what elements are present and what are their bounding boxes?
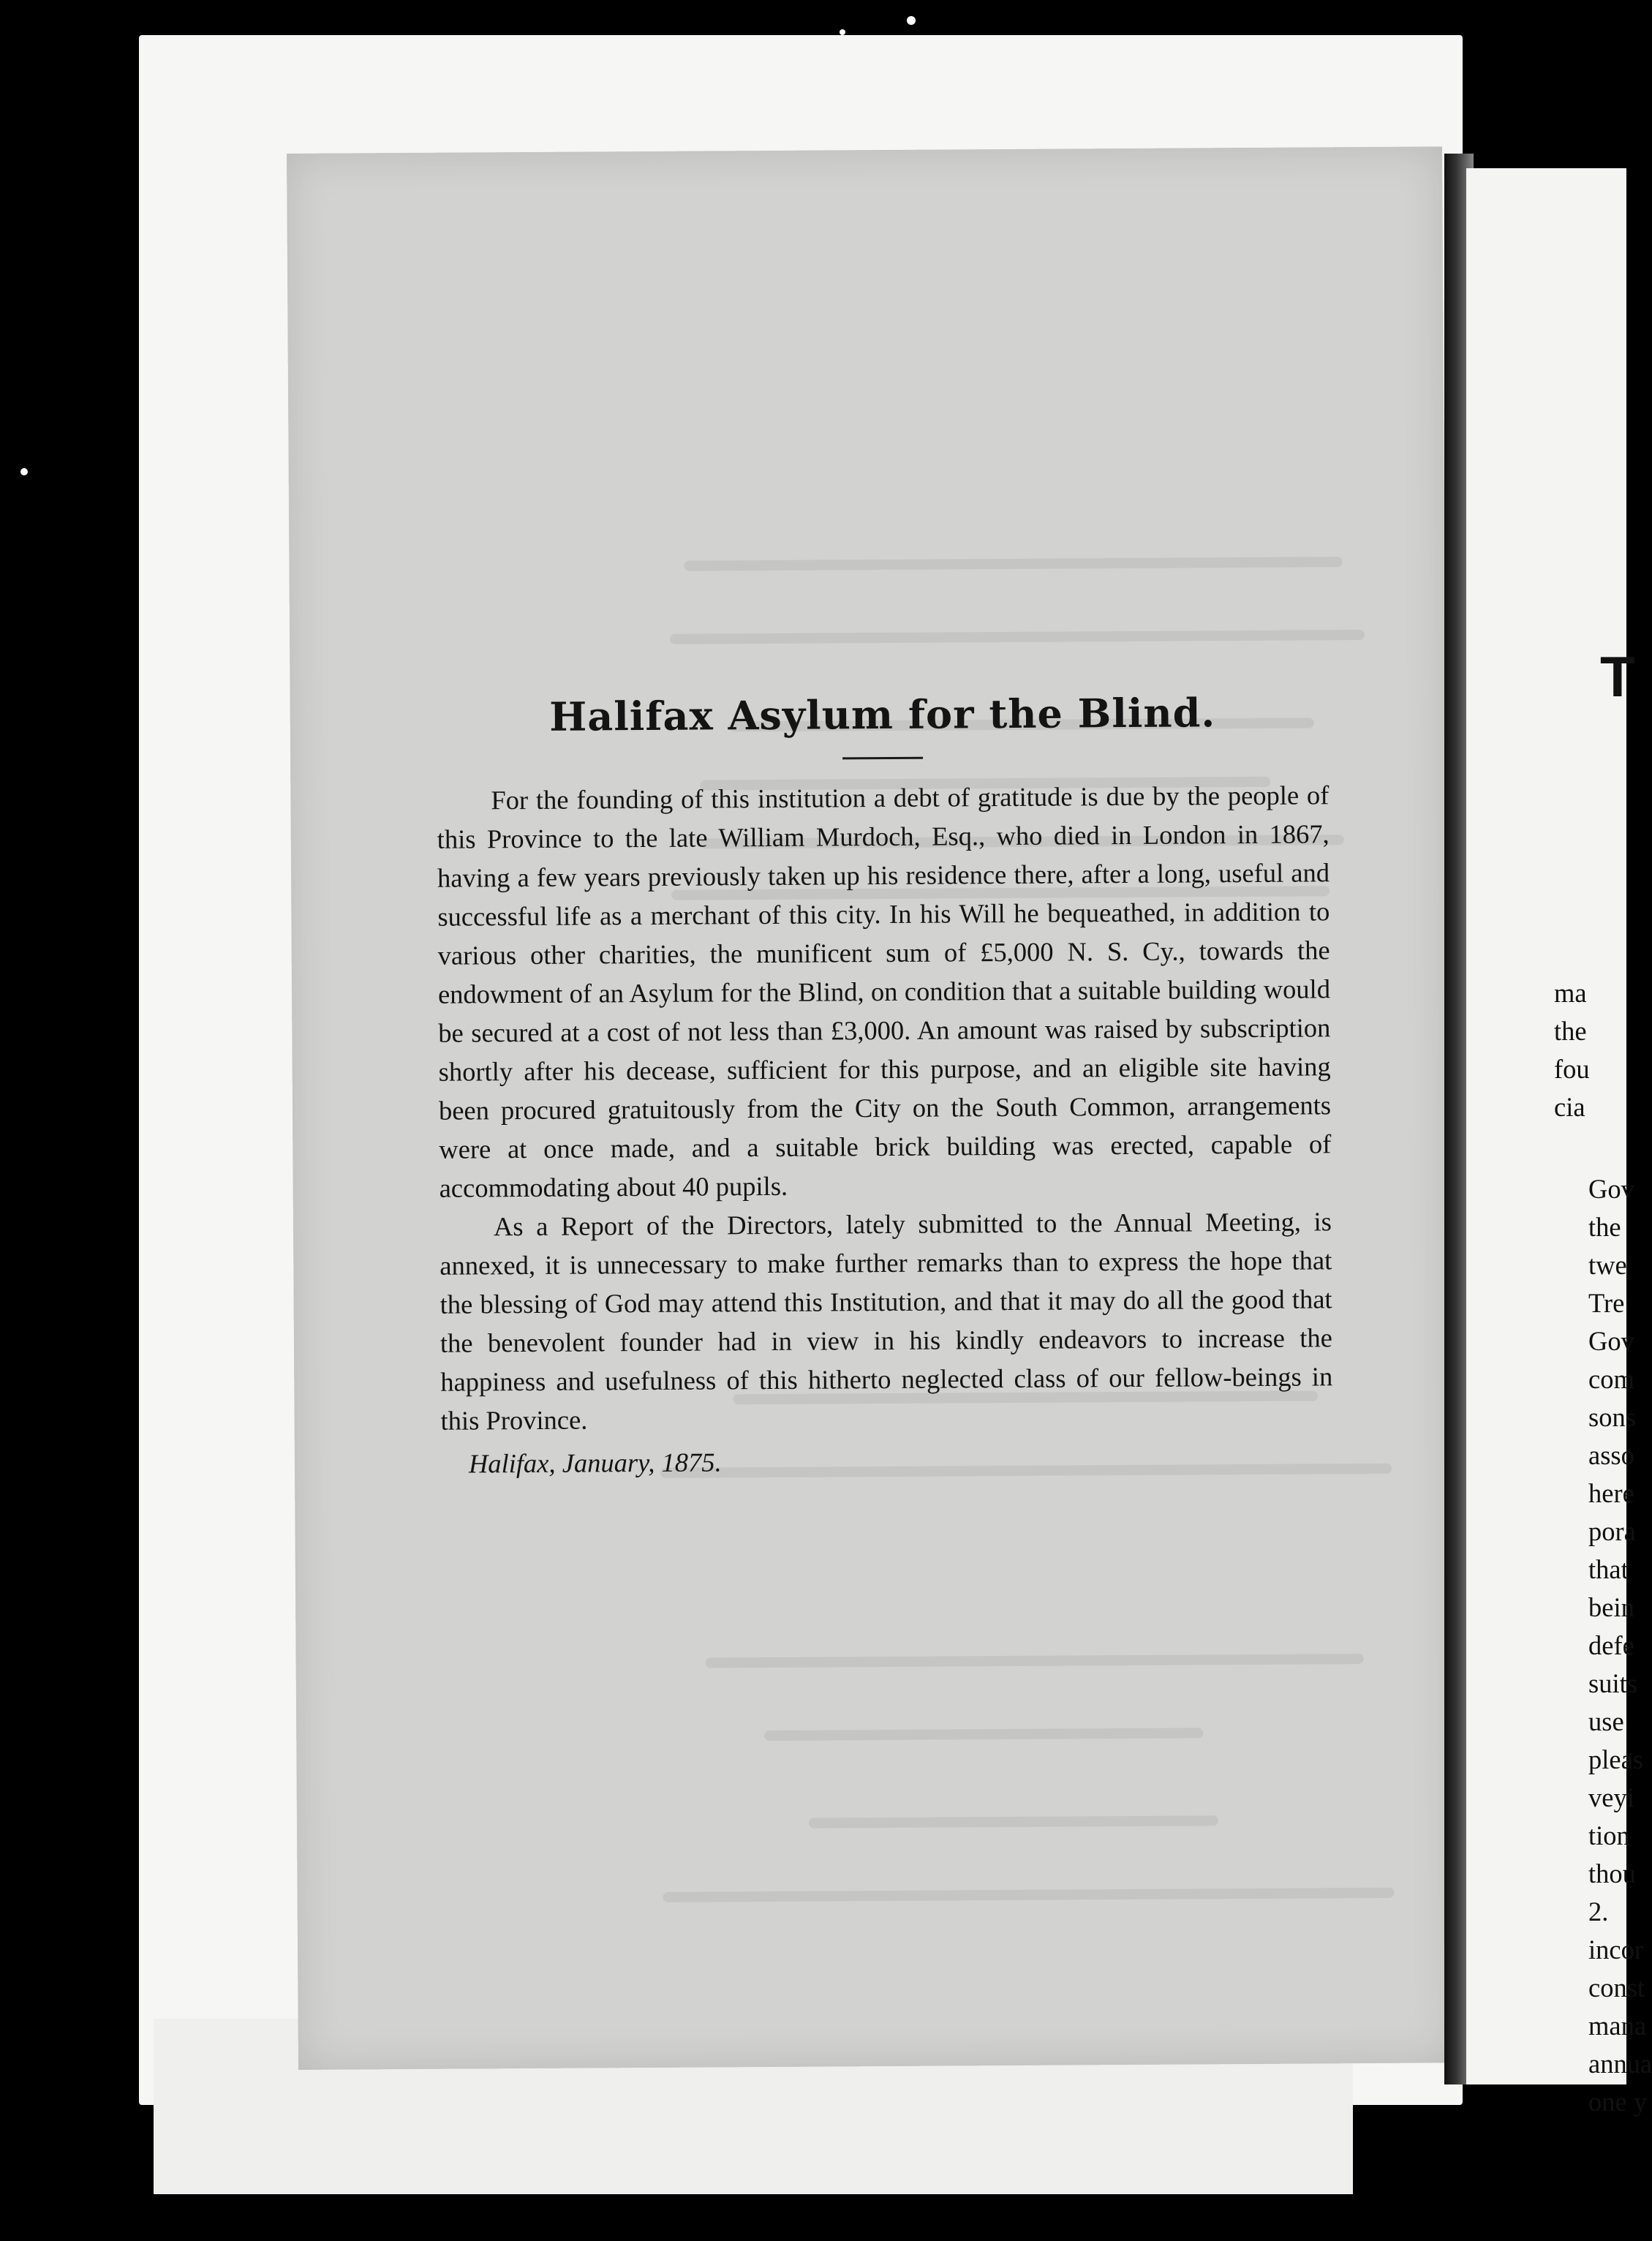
facing-line: ma: [1554, 978, 1587, 1008]
dust-speck: [20, 468, 28, 475]
page-title: Halifax Asylum for the Blind.: [549, 689, 1216, 740]
dust-speck: [840, 29, 845, 35]
page-content: [437, 688, 1334, 1483]
facing-line: that: [1588, 1554, 1629, 1584]
facing-line: Gov: [1588, 1174, 1634, 1204]
facing-line: pora: [1588, 1516, 1636, 1546]
facing-line: the: [1588, 1212, 1621, 1242]
facing-line: thou: [1588, 1858, 1636, 1888]
facing-line: asso: [1588, 1440, 1634, 1470]
facing-line: here: [1588, 1478, 1634, 1508]
facing-line: annua: [1588, 2049, 1652, 2079]
facing-line: 2.: [1588, 1897, 1609, 1926]
facing-line: the: [1554, 1016, 1587, 1046]
facing-line: bein: [1588, 1592, 1634, 1622]
facing-line: defe: [1588, 1630, 1634, 1660]
facing-line: twe: [1588, 1250, 1627, 1280]
facing-line: one y: [1588, 2087, 1648, 2117]
document-page: [287, 146, 1454, 2070]
dateline: Halifax, January, 1875.: [468, 1447, 722, 1479]
dust-speck: [907, 16, 916, 25]
facing-line: veyi: [1588, 1782, 1634, 1812]
facing-line: incor: [1588, 1935, 1643, 1965]
facing-line: Gov: [1588, 1326, 1634, 1356]
facing-page-block-2: [1588, 1170, 1652, 2121]
facing-line: fou: [1554, 1054, 1590, 1084]
facing-line: const: [1588, 1973, 1645, 2003]
facing-line: sons: [1588, 1402, 1636, 1432]
facing-page-heading: T: [1600, 644, 1635, 709]
facing-line: use: [1588, 1706, 1624, 1736]
paragraph-founding: For the founding of this institution a debt of gratitude is due by the people of this Province to the late William Murdoch, Esq., who died in London in 1867, having a few years previously taken up his residence there, after a long, useful and successful life as a merchant of this city. In his Will he bequeathed, in addition to various other charities, the munificent sum of £5,000 N. S. Cy., towards the endowment of an Asylum for the Blind, on condition that a suitable building would be secured at a cost of not less than £3,000. An amount was raised by subscription shortly after his decease, sufficient for this purpose, and an eligible site having been procured gratuitously from the City on the South Common, arrangements were at once made, and a suitable brick building was erected, capable of accommodating about 40 pupils.: [437, 780, 1332, 1203]
facing-page-block-1: [1554, 974, 1590, 1126]
facing-line: mana: [1588, 2011, 1647, 2041]
title-rule: [842, 757, 923, 760]
facing-line: pleas: [1588, 1744, 1643, 1774]
facing-line: Tre: [1588, 1288, 1625, 1318]
paragraph-report: As a Report of the Directors, lately submitted to the Annual Meeting, is annexed, it is unnecessary to make further remarks than to express the hope that the blessing of God may attend this Institution, and that it may do all the good that the benevolent founder had in view in his kindly endeavors to increase the happiness and usefulness of this hitherto neglected class of our fellow-beings in this Province.: [440, 1206, 1333, 1436]
facing-line: cia: [1554, 1092, 1585, 1122]
facing-line: suits: [1588, 1668, 1637, 1698]
facing-line: tion: [1588, 1820, 1630, 1850]
facing-line: com: [1588, 1364, 1634, 1394]
